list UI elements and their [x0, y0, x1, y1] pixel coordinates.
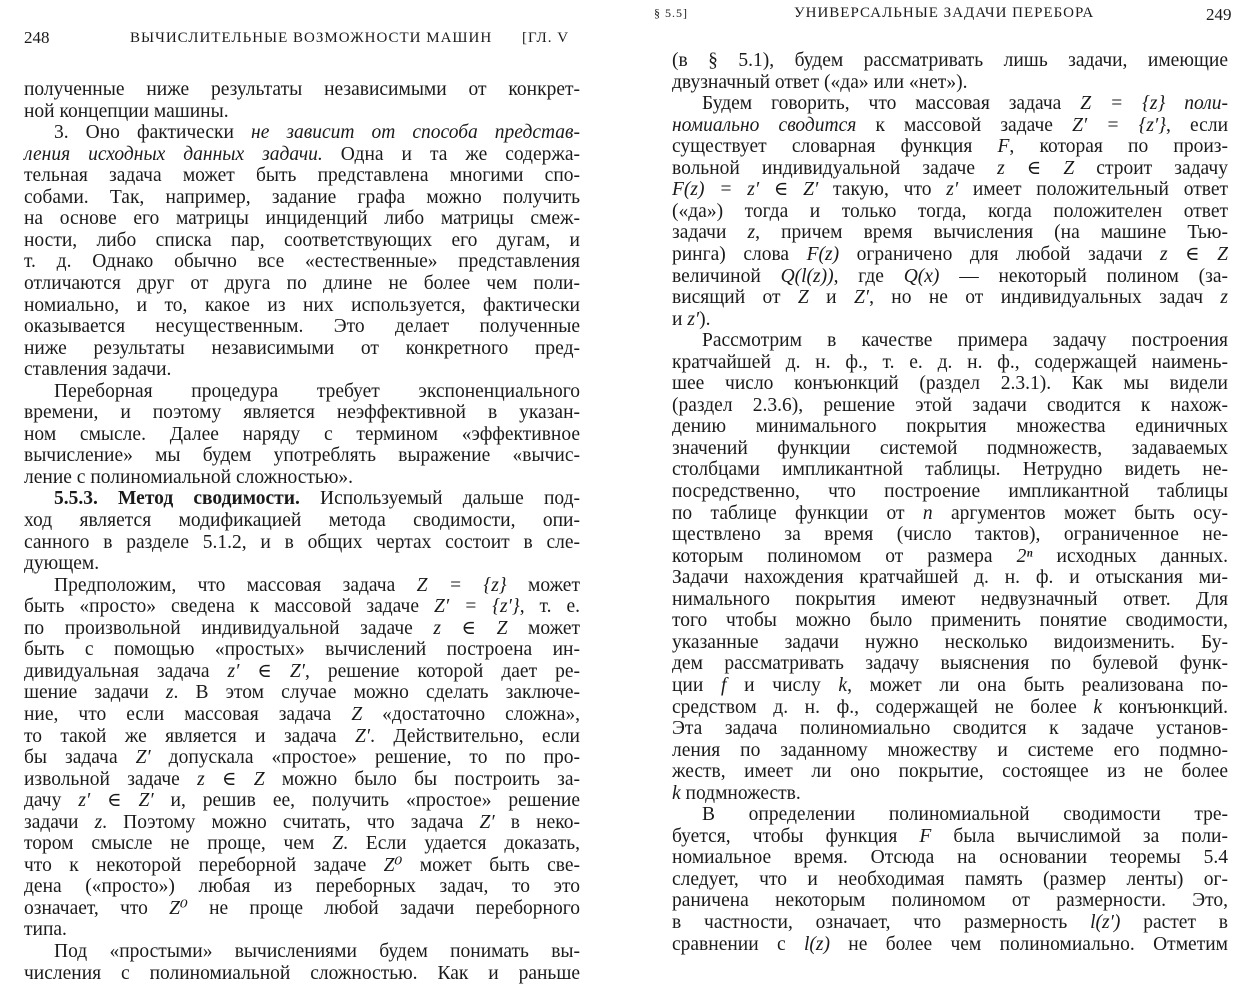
- text-run: полученные ниже результаты независимыми от конкрет-: [24, 79, 580, 100]
- text-run: собами. Так, например, задание графа можно получить: [24, 186, 580, 208]
- text-line: [672, 804, 1228, 825]
- text-run: , но не от индивидуальных задач: [869, 287, 1221, 309]
- emphasis-run: z′ ∈ Z′: [227, 660, 305, 682]
- text-line: [24, 230, 580, 251]
- text-run: подмножеств.: [680, 782, 801, 804]
- emphasis-run: номиально сводится: [672, 114, 857, 136]
- text-run: кратчайшей д. н. ф., т. е. д. н. ф., содержащей наимень-: [672, 351, 1228, 373]
- text-run: дем рассматривать задачу выяснения по булевой функ-: [672, 653, 1228, 675]
- text-run: и числу: [726, 674, 839, 696]
- text-line: [24, 618, 580, 639]
- emphasis-run: Z′: [853, 287, 870, 309]
- text-run: может: [507, 617, 581, 639]
- text-line: [24, 359, 580, 380]
- text-line: [24, 445, 580, 466]
- text-run: бы задача: [24, 747, 136, 769]
- emphasis-run: z: [1220, 287, 1228, 309]
- text-line: [24, 704, 580, 725]
- text-run: вычисление» мы будем употреблять выражение «вычис-: [24, 445, 580, 467]
- text-run: вольной индивидуальной задаче: [672, 157, 998, 179]
- emphasis-run: Z′: [479, 811, 495, 833]
- text-run: и: [672, 308, 688, 330]
- text-run: ной концепции машины.: [24, 100, 229, 122]
- text-run: — некоторый полином (за-: [939, 265, 1229, 287]
- text-run: дивидуальная задача: [24, 660, 228, 682]
- emphasis-run: Z: [797, 287, 809, 309]
- emphasis-run: l(z): [803, 933, 830, 955]
- emphasis-run: поли-: [1184, 93, 1228, 115]
- text-run: , если: [1166, 114, 1229, 136]
- text-run: . В этом случае можно сделать заключе-: [173, 682, 580, 704]
- text-run: задачи: [24, 811, 95, 833]
- text-run: ).: [699, 308, 711, 330]
- text-line: [672, 50, 1228, 71]
- text-run: ход является модификацией метода сводимости, опи-: [24, 510, 580, 531]
- emphasis-run: Z: [332, 833, 344, 855]
- emphasis-run: Z′: [135, 747, 151, 769]
- text-run: ности, либо списка пар, соответствующих его дугам, и: [24, 229, 580, 251]
- text-line: [672, 869, 1228, 890]
- text-line: [24, 747, 580, 768]
- text-run: и: [808, 287, 854, 309]
- text-run: Эта задача полиномиально сводится к задаче установ-: [672, 718, 1228, 740]
- text-line: [24, 639, 580, 660]
- text-line: [24, 941, 580, 962]
- text-line: [24, 251, 580, 272]
- text-line: [24, 338, 580, 359]
- text-line: [24, 79, 580, 100]
- text-run: . Поэтому можно считать, что задача: [102, 811, 480, 833]
- text-run: «достаточно сложна»,: [362, 703, 580, 725]
- emphasis-run: k: [672, 782, 681, 804]
- text-run: (раздел 2.3.6), решение этой задачи сводится к нахож-: [672, 394, 1228, 416]
- text-run: значений функции системой подмножеств, задаваемых: [672, 437, 1228, 459]
- emphasis-run: 2ⁿ: [1016, 545, 1033, 567]
- text-run: , решение которой дает ре-: [304, 660, 581, 682]
- text-line: [672, 287, 1228, 308]
- emphasis-run: z ∈ Z: [1160, 243, 1228, 265]
- text-line: [24, 575, 580, 596]
- emphasis-run: z ∈ Z: [997, 157, 1075, 179]
- emphasis-run: Z⁰: [169, 897, 188, 919]
- text-line: [672, 222, 1228, 243]
- text-run: была вычислимой за поли-: [931, 825, 1228, 847]
- text-run: в неко-: [494, 811, 580, 833]
- emphasis-run: z′: [946, 179, 959, 201]
- emphasis-run: z ∈ Z: [433, 617, 508, 639]
- text-line: [672, 783, 1228, 804]
- text-line: [24, 424, 580, 445]
- text-run: Используемый дальше под-: [299, 488, 580, 510]
- text-run: шее число конъюнкций (раздел 2.3.1). Как мы видели: [672, 373, 1228, 395]
- text-line: [672, 352, 1228, 373]
- text-line: [24, 855, 580, 876]
- text-run: , которая по произ-: [1009, 136, 1228, 158]
- text-line: [672, 201, 1228, 222]
- emphasis-run: Z′ = {z′}: [1072, 114, 1167, 136]
- text-line: [672, 761, 1228, 782]
- text-run: Предположим, что массовая задача: [54, 574, 417, 596]
- text-run: не более чем полиномиально. Отметим: [829, 933, 1228, 955]
- text-line: [24, 898, 580, 919]
- text-line: [672, 675, 1228, 696]
- text-line: [672, 912, 1228, 933]
- text-line: [672, 718, 1228, 739]
- text-run: того чтобы можно было применить понятие сводимости,: [672, 610, 1228, 632]
- text-run: следует, что и необходимая память (размер ленты) ог-: [672, 868, 1228, 890]
- text-run: может: [506, 574, 580, 596]
- text-line: [672, 115, 1228, 136]
- text-run: дующем.: [24, 553, 100, 575]
- text-line: [24, 316, 580, 337]
- text-run: ления по заданному множеству и системе его подмно-: [672, 739, 1228, 761]
- emphasis-run: Z′: [354, 725, 371, 747]
- text-run: которым полиномом от размера: [672, 545, 1017, 567]
- text-run: допускала «простое» решение, то по про-: [150, 747, 580, 769]
- emphasis-run: z: [165, 682, 174, 704]
- text-run: двузначный ответ («да» или «нет»).: [672, 71, 968, 93]
- text-line: [24, 488, 580, 509]
- text-run: [1165, 93, 1184, 114]
- page-number: 248: [24, 28, 50, 47]
- text-run: ление с полиномиальной сложностью».: [24, 466, 354, 488]
- text-run: типа.: [24, 919, 67, 941]
- text-run: отличаются друг от друга по длине не более чем поли-: [24, 272, 580, 294]
- text-run: извольной задаче: [24, 768, 198, 790]
- text-run: шение задачи: [24, 682, 166, 704]
- emphasis-run: k: [1093, 696, 1102, 718]
- text-run: 3. Оно фактически: [54, 122, 252, 144]
- text-run: Будем говорить, что массовая задача: [702, 93, 1081, 115]
- text-line: [672, 373, 1228, 394]
- text-line: [24, 553, 580, 574]
- section-heading: 5.5.3. Метод сводимости.: [54, 488, 300, 510]
- text-line: [24, 295, 580, 316]
- text-line: [24, 769, 580, 790]
- text-line: [672, 309, 1228, 330]
- text-run: можно было бы построить за-: [264, 768, 580, 790]
- text-line: [672, 266, 1228, 287]
- text-line: [672, 416, 1228, 437]
- emphasis-run: z′: [687, 308, 700, 330]
- text-run: означает, что: [24, 897, 170, 919]
- text-run: В определении полиномиальной сводимости тре-: [702, 804, 1228, 826]
- text-run: имеет положительный ответ: [958, 179, 1228, 201]
- text-run: номиально, и то, какое из них используется, фактически: [24, 294, 580, 316]
- text-line: [24, 876, 580, 897]
- text-line: [672, 546, 1228, 567]
- text-run: Одна и та же содержа-: [322, 143, 580, 165]
- text-run: к массовой задаче: [856, 114, 1073, 136]
- text-run: сравнении с: [672, 933, 804, 955]
- text-line: [672, 653, 1228, 674]
- text-run: то такой же является и задача: [24, 725, 355, 747]
- text-line: [24, 726, 580, 747]
- text-run: ции: [672, 674, 722, 696]
- text-line: [24, 510, 580, 531]
- text-run: , где: [833, 265, 904, 287]
- text-run: ние, что если массовая задача: [24, 703, 352, 725]
- text-line: [672, 244, 1228, 265]
- text-line: [672, 740, 1228, 761]
- text-run: не проще любой задачи переборного: [187, 897, 580, 919]
- text-run: ществлено за время (число тактов), ограниченное не-: [672, 524, 1228, 546]
- emphasis-run: Z = {z}: [416, 574, 507, 596]
- text-run: т. д. Однако обычно все «естественные» представления: [24, 251, 580, 273]
- emphasis-run: f: [721, 674, 727, 696]
- text-run: может быть све-: [402, 854, 580, 876]
- emphasis-run: ления исходных данных задачи.: [24, 143, 323, 165]
- text-run: ограничено для любой задачи: [839, 243, 1160, 265]
- text-line: [24, 963, 580, 984]
- text-line: [672, 93, 1228, 114]
- text-line: [672, 632, 1228, 653]
- text-run: указанные задачи нужно несколько видоизменить. Бу-: [672, 631, 1228, 653]
- text-line: [24, 165, 580, 186]
- text-run: , т. е.: [519, 596, 580, 618]
- text-line: [672, 847, 1228, 868]
- text-run: средством д. н. ф., содержащей не более: [672, 696, 1094, 718]
- emphasis-run: F: [919, 825, 932, 847]
- text-run: раничена некоторым полиномом от размерности. Это,: [672, 890, 1228, 912]
- text-run: дена («просто») любая из переборных задач, то это: [24, 876, 580, 898]
- emphasis-run: Z′ = {z′}: [434, 596, 520, 618]
- running-header-title: УНИВЕРСАЛЬНЫЕ ЗАДАЧИ ПЕРЕБОРА: [794, 5, 1095, 21]
- emphasis-run: F(z) = z′ ∈ Z′: [672, 179, 819, 201]
- emphasis-run: z: [747, 222, 756, 244]
- text-line: [672, 395, 1228, 416]
- emphasis-run: l(z′): [1090, 912, 1121, 933]
- page-number: 249: [1206, 5, 1232, 24]
- text-line: [672, 438, 1228, 459]
- text-run: в частности, означает, что размерность: [672, 912, 1091, 933]
- text-run: такую, что: [818, 179, 947, 201]
- text-run: дению минимального покрытия множества единичных: [672, 416, 1228, 438]
- text-line: [24, 122, 580, 143]
- text-run: тельная задача может быть представлена многими спо-: [24, 165, 580, 187]
- text-run: Рассмотрим в качестве примера задачу построения: [702, 330, 1228, 352]
- text-line: [672, 330, 1228, 351]
- emphasis-run: Q(x): [903, 265, 940, 287]
- text-run: нимального покрытия имеют недвузначный ответ. Для: [672, 588, 1228, 610]
- text-run: задачи: [672, 222, 748, 244]
- chapter-label: [ГЛ. V: [522, 30, 570, 46]
- text-run: висящий от: [672, 287, 798, 309]
- text-run: оказывается несущественным. Это делает полученные: [24, 316, 580, 338]
- text-line: [24, 187, 580, 208]
- text-run: что к некоторой переборной задаче: [24, 854, 384, 876]
- text-run: ставления задачи.: [24, 359, 172, 381]
- running-header-title: ВЫЧИСЛИТЕЛЬНЫЕ ВОЗМОЖНОСТИ МАШИН: [130, 30, 493, 46]
- text-run: числения с полиномиальной сложностью. Как и раньше: [24, 962, 580, 984]
- text-line: [24, 790, 580, 811]
- text-run: ринга) слова: [672, 243, 807, 265]
- text-run: ном смысле. Далее наряду с термином «эффективное: [24, 423, 580, 445]
- emphasis-run: n: [922, 502, 933, 524]
- text-run: на основе его матрицы инциденций либо матрицы смеж-: [24, 208, 580, 230]
- text-run: жеств, имеет ли оно покрытие, состоящее из не более: [672, 761, 1228, 783]
- text-run: растет в: [1120, 912, 1228, 933]
- text-run: столбцами импликантной таблицы. Нетрудно видеть не-: [672, 459, 1228, 481]
- text-line: [672, 890, 1228, 911]
- emphasis-run: не зависит от способа представ-: [251, 122, 581, 144]
- text-run: быть «просто» сведена к массовой задаче: [24, 596, 434, 618]
- text-line: [24, 532, 580, 553]
- text-line: [672, 610, 1228, 631]
- text-run: Под «простыми» вычислениями будем понимать вы-: [54, 941, 580, 962]
- text-run: («да») тогда и только тогда, когда положителен ответ: [672, 200, 1228, 222]
- text-run: буется, чтобы функция: [672, 825, 920, 847]
- text-line: [672, 697, 1228, 718]
- text-run: быть с помощью «простых» вычислений построена ин-: [24, 639, 580, 661]
- text-run: по произвольной индивидуальной задаче: [24, 617, 434, 639]
- text-run: , может ли она быть реализована по-: [847, 674, 1228, 696]
- emphasis-run: Q(l(z)): [780, 265, 834, 287]
- text-run: (в § 5.1), будем рассматривать лишь задачи, имеющие: [672, 50, 1228, 71]
- emphasis-run: k: [838, 674, 848, 696]
- text-line: [672, 72, 1228, 93]
- text-line: [672, 524, 1228, 545]
- text-line: [672, 459, 1228, 480]
- text-line: [672, 567, 1228, 588]
- text-line: [24, 596, 580, 617]
- text-run: аргументов может быть осу-: [932, 502, 1228, 524]
- emphasis-run: F(z): [806, 243, 840, 265]
- text-run: тором смысле не проще, чем: [24, 833, 333, 855]
- text-run: существует словарная функция: [672, 136, 998, 158]
- text-line: [24, 812, 580, 833]
- text-run: санного в разделе 5.1.2, и в общих чертах состоит в сле-: [24, 531, 580, 553]
- emphasis-run: z ∈ Z: [197, 768, 265, 790]
- text-line: [24, 467, 580, 488]
- emphasis-run: z′ ∈ Z′: [78, 790, 154, 812]
- emphasis-run: z: [94, 811, 103, 833]
- emphasis-run: F: [997, 136, 1010, 158]
- text-run: по таблице функции от: [672, 502, 923, 524]
- text-line: [24, 273, 580, 294]
- text-run: исходных данных.: [1032, 545, 1228, 567]
- text-line: [24, 402, 580, 423]
- text-line: [24, 381, 580, 402]
- text-line: [24, 682, 580, 703]
- text-line: [672, 589, 1228, 610]
- text-run: конъюнкций.: [1101, 696, 1228, 718]
- text-line: [24, 208, 580, 229]
- text-line: [24, 833, 580, 854]
- text-line: [24, 919, 580, 940]
- emphasis-run: Z: [351, 703, 363, 725]
- text-run: ниже результаты независимыми от конкретного пред-: [24, 337, 580, 359]
- text-run: времени, и поэтому является неэффективной в указан-: [24, 402, 580, 424]
- text-line: [672, 136, 1228, 157]
- left-page: [0, 0, 600, 984]
- text-run: Задачи нахождения кратчайшей д. н. ф. и отыскания ми-: [672, 567, 1228, 589]
- text-line: [672, 158, 1228, 179]
- text-run: строит задачу: [1074, 157, 1228, 179]
- text-run: номиальное время. Отсюда на основании теоремы 5.4: [672, 847, 1228, 869]
- text-run: . Если удается доказать,: [343, 833, 580, 855]
- text-line: [672, 934, 1228, 955]
- text-run: посредственно, что построение импликантной таблицы: [672, 481, 1228, 502]
- emphasis-run: Z = {z}: [1080, 93, 1166, 115]
- text-line: [24, 101, 580, 122]
- text-line: [672, 503, 1228, 524]
- text-run: , причем время вычисления (на машине Тью-: [755, 222, 1228, 244]
- text-line: [24, 144, 580, 165]
- text-run: и, решив ее, получить «простое» решение: [153, 790, 580, 812]
- text-run: величиной: [672, 265, 781, 287]
- text-run: Переборная процедура требует экспоненциального: [54, 380, 580, 402]
- right-page: [648, 0, 1248, 984]
- text-run: . Действительно, если: [370, 725, 580, 747]
- text-line: [24, 661, 580, 682]
- text-line: [672, 481, 1228, 502]
- text-run: дачу: [24, 790, 79, 812]
- text-line: [672, 826, 1228, 847]
- emphasis-run: Z⁰: [383, 854, 403, 876]
- section-label: § 5.5]: [654, 6, 688, 20]
- text-line: [672, 179, 1228, 200]
